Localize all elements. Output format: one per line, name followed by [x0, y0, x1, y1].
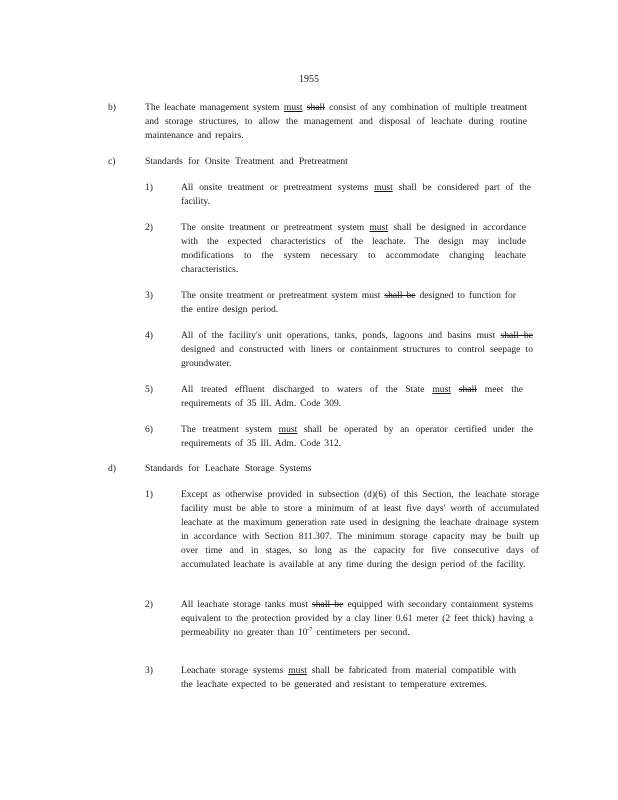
- item-c5-deleted: shall: [458, 384, 477, 395]
- item-c-label: c): [108, 156, 116, 167]
- item-c5-text-2: meet the requirements of 35 Ill. Adm. Code 309.: [181, 384, 523, 409]
- item-d2-deleted: shall be: [312, 599, 344, 610]
- item-c6-text: [181, 423, 533, 451]
- item-c3-deleted: shall be: [384, 290, 416, 301]
- page-number: 1955: [299, 74, 319, 85]
- item-c2-text-1: The onsite treatment or pretreatment system: [181, 222, 365, 233]
- item-c2-inserted: must: [369, 222, 389, 233]
- item-c-heading: Standards for Onsite Treatment and Pretreatment: [145, 156, 348, 167]
- item-d2-exponent: -7: [307, 627, 313, 633]
- item-c1-text-2: shall be considered part of the facility.: [181, 182, 531, 207]
- item-d2-text-3: centimeters per second.: [316, 627, 410, 638]
- item-c2-text: [181, 221, 526, 277]
- item-c6-label: 6): [145, 424, 153, 435]
- item-c6-inserted: must: [278, 424, 298, 435]
- item-c3-text: [181, 289, 516, 317]
- item-c1-text: [181, 181, 531, 209]
- item-b-deleted: shall: [306, 102, 325, 113]
- item-c6-text-2: shall be operated by an operator certified under the requirements of 35 Ill. Adm. Code 312.: [181, 424, 534, 449]
- item-c5-text: [181, 383, 523, 411]
- item-d2-text: [181, 598, 533, 640]
- item-d2-text-1: All leachate storage tanks must: [181, 599, 308, 610]
- item-b-inserted: must: [283, 102, 303, 113]
- item-c4-text-2: designed and constructed with liners or containment structures to control seepage to groundwater.: [181, 344, 533, 369]
- item-d-heading: Standards for Leachate Storage Systems: [145, 463, 312, 474]
- item-c4-text-1: All of the facility's unit operations, tanks, ponds, lagoons and basins must: [181, 330, 496, 341]
- item-d3-label: 3): [145, 665, 153, 676]
- item-c3-text-2: designed to function for the entire design period.: [181, 290, 516, 315]
- item-d-label: d): [108, 463, 116, 474]
- item-d1-label: 1): [145, 489, 153, 500]
- item-d3-text-2: shall be fabricated from material compatible with the leachate expected to be generated and resistant to temperature extremes.: [181, 665, 517, 690]
- item-d3-text-1: Leachate storage systems: [181, 665, 284, 676]
- item-c1-label: 1): [145, 182, 153, 193]
- item-d2-text-2: equipped with secondary containment systems equivalent to the protection provided by a clay liner 0.61 meter (2 feet thick) having a permeability no greater than 10: [181, 599, 534, 638]
- item-c4-deleted: shall be: [500, 330, 533, 341]
- item-c3-text-1: The onsite treatment or pretreatment system must: [181, 290, 381, 301]
- item-b-text-2: consist of any combination of multiple treatment and storage structures, to allow the management and disposal of leachate during routine maintenance and repairs.: [145, 102, 527, 141]
- item-c6-text-1: The treatment system: [181, 424, 272, 435]
- item-c1-inserted: must: [374, 182, 393, 193]
- item-d1-text: Except as otherwise provided in subsection (d)(6) of this Section, the leachate storage facility must be able to store a minimum of at least five days' worth of accumulated leachate at the maximum generation rate used in designing the leachate drainage system in accordance with Section 811.307. The minimum storage capacity may be built up over time and in stages, so long as the capacity for five consecutive days of accumulated leachate is available at any time during the design period of the facility.: [181, 489, 539, 570]
- item-c2-text-2: shall be designed in accordance with the expected characteristics of the leachate. The design may include modifications to the system necessary to accommodate changing leachate characteristics.: [181, 222, 527, 275]
- item-c1-text-1: All onsite treatment or pretreatment systems: [181, 182, 369, 193]
- item-c4-text: [181, 329, 533, 371]
- item-d2-label: 2): [145, 599, 153, 610]
- item-b-text: [145, 101, 527, 143]
- item-b-label: b): [108, 102, 116, 113]
- item-c3-label: 3): [145, 290, 153, 301]
- item-c2-label: 2): [145, 222, 153, 233]
- item-c5-label: 5): [145, 384, 153, 395]
- item-c5-text-1: All treated effluent discharged to waters of the State: [181, 384, 425, 395]
- item-c5-inserted: must: [432, 384, 451, 395]
- item-d3-inserted: must: [288, 665, 307, 676]
- item-d3-text: [181, 664, 516, 692]
- item-b-text-1: The leachate management system: [145, 102, 280, 113]
- item-c4-label: 4): [145, 330, 153, 341]
